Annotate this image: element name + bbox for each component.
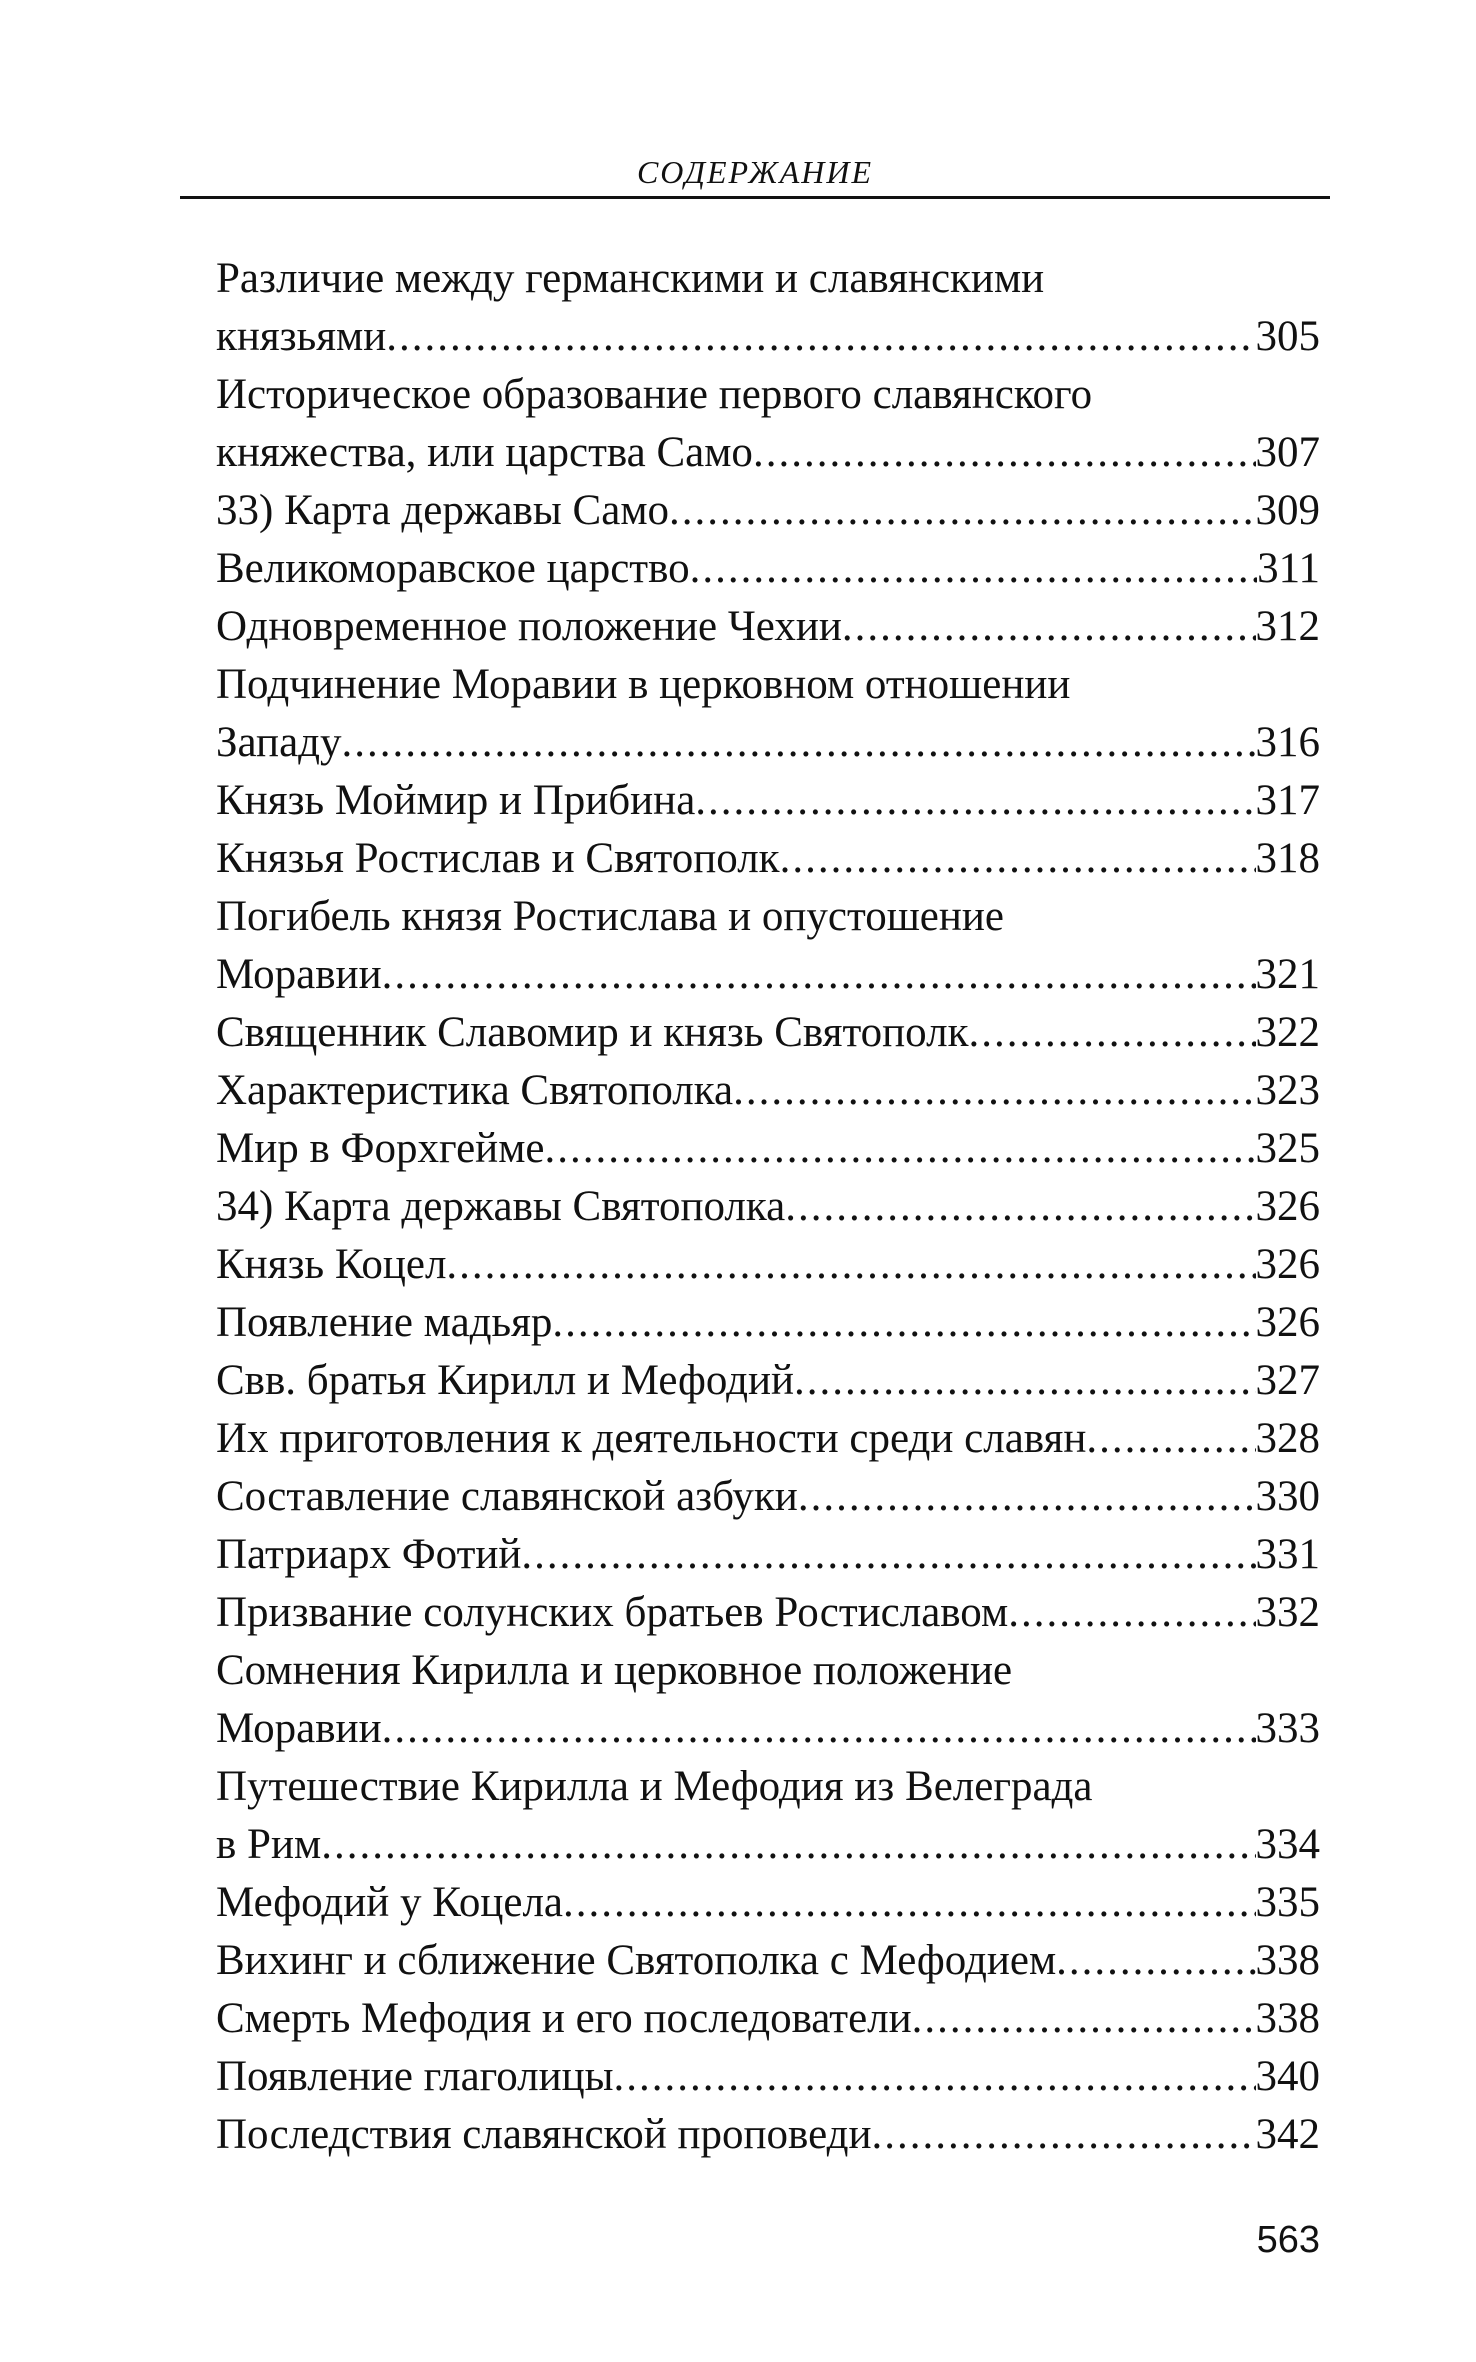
toc-entry[interactable]: [216, 946, 1320, 1004]
toc-entry[interactable]: [216, 482, 1320, 540]
toc-entry-title: Одновременное положение Чехии: [216, 603, 842, 650]
toc-entry-title: Князь Моймир и Прибина: [216, 777, 696, 824]
toc-entry-title: Вихинг и сближение Святополка с Мефодием: [216, 1937, 1057, 1984]
toc-page-number: 338: [1255, 1937, 1320, 1984]
toc-page-number: 340: [1255, 2053, 1320, 2100]
toc-entry-line: Сомнения Кирилла и церковное положение: [216, 1647, 1013, 1694]
toc-page-number: 342: [1255, 2111, 1320, 2158]
toc-entry[interactable]: [216, 308, 1320, 366]
toc-page-number: 338: [1255, 1995, 1320, 2042]
toc-entry-title: Священник Славомир и князь Святополк: [216, 1009, 969, 1056]
toc-entry-title: Появление мадьяр: [216, 1299, 553, 1346]
toc-entry[interactable]: [216, 424, 1320, 482]
toc-page-number: 335: [1255, 1879, 1320, 1926]
dot-leader: [695, 772, 1255, 830]
toc-page-number: 333: [1255, 1705, 1320, 1752]
toc-entry[interactable]: [216, 598, 1320, 656]
toc-entry-line: Погибель князя Ростислава и опустошение: [216, 893, 1005, 940]
table-of-contents: [216, 250, 1320, 2164]
dot-leader: [521, 1526, 1255, 1584]
toc-entry[interactable]: [216, 1816, 1320, 1874]
toc-entry[interactable]: [216, 2106, 1320, 2164]
toc-page-number: 317: [1255, 777, 1320, 824]
toc-entry[interactable]: [216, 830, 1320, 888]
dot-leader: [690, 540, 1257, 598]
header-rule: [180, 196, 1330, 199]
toc-entry-title: 34) Карта державы Святополка: [216, 1183, 786, 1230]
dot-leader: [669, 482, 1255, 540]
toc-entry-title: Западу: [216, 719, 342, 766]
toc-entry[interactable]: [216, 540, 1320, 598]
dot-leader: [871, 2106, 1255, 2164]
toc-page-number: 309: [1255, 487, 1320, 534]
dot-leader: [912, 1990, 1256, 2048]
toc-entry-title: князьями: [216, 313, 387, 360]
page-number: 563: [1256, 2219, 1320, 2261]
dot-leader: [842, 598, 1256, 656]
toc-entry-line: Различие между германскими и славянскими: [216, 255, 1045, 302]
toc-page-number: 322: [1255, 1009, 1320, 1056]
toc-page-number: 311: [1257, 545, 1320, 592]
toc-entry-title: Князья Ростислав и Святополк: [216, 835, 780, 882]
running-header: СОДЕРЖАНИЕ: [636, 154, 874, 190]
toc-entry[interactable]: [216, 1062, 1320, 1120]
dot-leader: [342, 714, 1256, 772]
dot-leader: [321, 1816, 1255, 1874]
toc-page-number: 334: [1255, 1821, 1320, 1868]
toc-page-number: 312: [1255, 603, 1320, 650]
toc-page-number: 331: [1255, 1531, 1320, 1578]
toc-entry[interactable]: [216, 1004, 1320, 1062]
toc-page-number: 328: [1255, 1415, 1320, 1462]
toc-entry[interactable]: [216, 1410, 1320, 1468]
toc-entry-line: Путешествие Кирилла и Мефодия из Велеграда: [216, 1763, 1093, 1810]
toc-entry[interactable]: [216, 1352, 1320, 1410]
toc-page-number: 325: [1255, 1125, 1320, 1172]
toc-entry[interactable]: [216, 1526, 1320, 1584]
dot-leader: [785, 1178, 1255, 1236]
toc-entry-line: Подчинение Моравии в церковном отношении: [216, 661, 1071, 708]
toc-entry-title: Их приготовления к деятельности среди славян: [216, 1415, 1087, 1462]
dot-leader: [1086, 1410, 1255, 1468]
toc-entry-title: Составление славянской азбуки: [216, 1473, 798, 1520]
dot-leader: [968, 1004, 1255, 1062]
toc-entry[interactable]: [216, 1236, 1320, 1294]
toc-entry[interactable]: [216, 2048, 1320, 2106]
toc-page-number: 332: [1255, 1589, 1320, 1636]
dot-leader: [798, 1468, 1256, 1526]
dot-leader: [1008, 1584, 1255, 1642]
toc-entry-title: Моравии: [216, 1705, 382, 1752]
dot-leader: [614, 2048, 1256, 2106]
toc-page-number: 330: [1255, 1473, 1320, 1520]
toc-entry-title: Мир в Форхгейме: [216, 1125, 545, 1172]
toc-page-number: 316: [1255, 719, 1320, 766]
toc-page-number: 326: [1255, 1241, 1320, 1288]
toc-entry-title: Призвание солунских братьев Ростиславом: [216, 1589, 1009, 1636]
dot-leader: [733, 1062, 1255, 1120]
toc-entry-title: Появление глаголицы: [216, 2053, 614, 2100]
dot-leader: [386, 308, 1255, 366]
toc-entry[interactable]: [216, 772, 1320, 830]
toc-entry-line: Историческое образование первого славянского: [216, 371, 1093, 418]
toc-entry-title: Патриарх Фотий: [216, 1531, 522, 1578]
toc-entry[interactable]: [216, 1874, 1320, 1932]
toc-entry[interactable]: [216, 1700, 1320, 1758]
dot-leader: [563, 1874, 1256, 1932]
toc-entry-title: Моравии: [216, 951, 382, 998]
toc-entry-title: Характеристика Святополка: [216, 1067, 734, 1114]
toc-entry-title: Последствия славянской проповеди: [216, 2111, 872, 2158]
toc-entry[interactable]: [216, 1990, 1320, 2048]
toc-entry[interactable]: [216, 1584, 1320, 1642]
toc-page-number: 326: [1255, 1299, 1320, 1346]
toc-entry[interactable]: [216, 1120, 1320, 1178]
dot-leader: [1056, 1932, 1255, 1990]
dot-leader: [780, 830, 1256, 888]
toc-entry[interactable]: [216, 1468, 1320, 1526]
toc-entry-title: Смерть Мефодия и его последователи: [216, 1995, 912, 2042]
dot-leader: [794, 1352, 1255, 1410]
dot-leader: [382, 946, 1256, 1004]
toc-page-number: 321: [1255, 951, 1320, 998]
dot-leader: [382, 1700, 1256, 1758]
toc-entry-title: в Рим: [216, 1821, 322, 1868]
toc-entry-title: Князь Коцел: [216, 1241, 447, 1288]
toc-entry-title: Великоморавское царство: [216, 545, 690, 592]
toc-entry[interactable]: [216, 1932, 1320, 1990]
toc-page-number: 327: [1255, 1357, 1320, 1404]
dot-leader: [446, 1236, 1255, 1294]
toc-entry-title: Свв. братья Кирилл и Мефодий: [216, 1357, 795, 1404]
toc-page-number: 307: [1255, 429, 1320, 476]
toc-entry-title: княжества, или царства Само: [216, 429, 753, 476]
toc-entry-title: Мефодий у Коцела: [216, 1879, 563, 1926]
toc-page-number: 318: [1255, 835, 1320, 882]
dot-leader: [753, 424, 1256, 482]
toc-page-number: 326: [1255, 1183, 1320, 1230]
toc-entry[interactable]: [216, 1178, 1320, 1236]
toc-entry-title: 33) Карта державы Само: [216, 487, 670, 534]
dot-leader: [544, 1120, 1255, 1178]
toc-page-number: 305: [1255, 313, 1320, 360]
toc-entry[interactable]: [216, 714, 1320, 772]
toc-page-number: 323: [1255, 1067, 1320, 1114]
toc-entry[interactable]: [216, 1294, 1320, 1352]
dot-leader: [552, 1294, 1255, 1352]
